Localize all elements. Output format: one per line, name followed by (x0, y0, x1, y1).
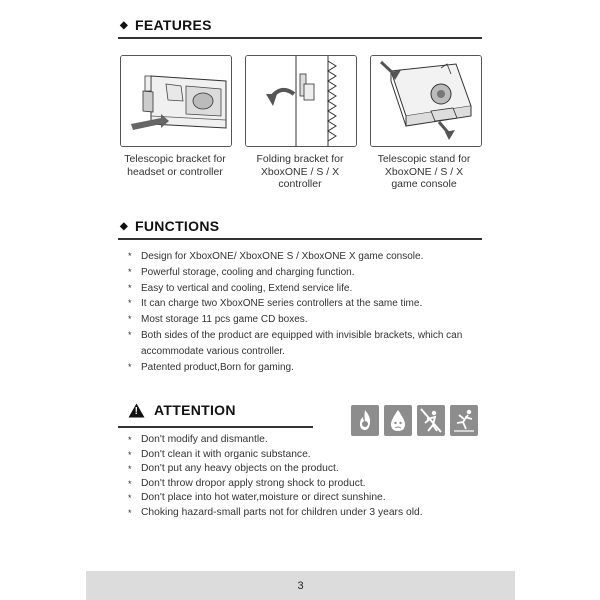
star-bullet-icon: * (128, 361, 132, 372)
diamond-bullet-icon: ◆ (120, 220, 128, 232)
list-item (128, 448, 488, 463)
feature-caption-telescopic-stand: Telescopic stand for XboxONE / S / X game console (377, 153, 471, 190)
diamond-bullet-icon: ◆ (120, 19, 128, 31)
attention-text: Don't modify and dismantle. (141, 434, 268, 445)
star-bullet-icon: * (128, 251, 132, 261)
warning-symbol: ! (134, 405, 139, 417)
feature-image-folding-bracket (245, 55, 357, 147)
functions-title: FUNCTIONS (135, 218, 220, 234)
no-fire-icon (351, 405, 379, 436)
features-title: FEATURES (135, 17, 212, 33)
star-bullet-icon: * (128, 314, 132, 325)
telescopic-bracket-illustration (121, 56, 231, 146)
no-drop-icon (450, 405, 478, 436)
no-water-icon (384, 405, 412, 436)
function-text: Most storage 11 pcs game CD boxes. (141, 314, 308, 326)
star-bullet-icon: * (128, 266, 132, 277)
feature-image-telescopic-stand (370, 55, 482, 147)
list-item (128, 433, 488, 448)
list-item (128, 462, 488, 477)
attention-heading (128, 402, 236, 418)
list-item (128, 312, 488, 328)
attention-rule (118, 426, 313, 428)
star-bullet-icon: * (128, 449, 132, 460)
list-item (128, 506, 488, 521)
star-bullet-icon: * (128, 298, 132, 309)
list-item (128, 265, 488, 281)
feature-caption-headset-bracket: Telescopic bracket for headset or controller (124, 153, 226, 178)
function-text: Patented product,Born for gaming. (141, 361, 294, 373)
function-text: It can charge two XboxONE series controllers at the same time. (141, 298, 423, 310)
functions-rule (118, 238, 482, 240)
star-bullet-icon: * (128, 507, 132, 518)
feature-image-headset-bracket (120, 55, 232, 147)
star-bullet-icon: * (128, 435, 132, 445)
function-text: Design for XboxONE/ XboxONE S / XboxONE X game console. (141, 251, 424, 262)
telescopic-stand-illustration (371, 56, 481, 146)
feature-caption-folding-bracket: Folding bracket for XboxONE / S / X controller (256, 153, 344, 190)
list-item (128, 477, 488, 492)
features-heading (120, 17, 212, 33)
function-text: Both sides of the product are equipped with invisible brackets, which can accommodate various controller. (141, 329, 463, 357)
attention-title: ATTENTION (154, 402, 236, 418)
features-rule (118, 37, 482, 39)
star-bullet-icon: * (128, 493, 132, 503)
warning-icons-row (351, 405, 478, 436)
star-bullet-icon: * (128, 329, 132, 340)
attention-text: Don't put any heavy objects on the product. (141, 463, 339, 474)
function-text: Powerful storage, cooling and charging function. (141, 266, 355, 278)
functions-heading (120, 218, 219, 234)
list-item (128, 328, 476, 360)
page-number: 3 (297, 579, 304, 592)
attention-text: Choking hazard-small parts not for children under 3 years old. (141, 506, 423, 518)
list-item (128, 249, 488, 265)
warning-triangle-icon (128, 403, 145, 418)
function-text: Easy to vertical and cooling, Extend service life. (141, 282, 353, 294)
list-item (128, 491, 488, 506)
star-bullet-icon: * (128, 282, 132, 293)
attention-list (128, 433, 488, 520)
folding-bracket-illustration (246, 56, 356, 146)
attention-text: Don't place into hot water,moisture or direct sunshine. (141, 492, 386, 503)
star-bullet-icon: * (128, 478, 132, 489)
star-bullet-icon: * (128, 464, 132, 474)
list-item (128, 296, 488, 312)
functions-list (128, 249, 488, 375)
attention-text: Don't clean it with organic substance. (141, 448, 311, 460)
attention-text: Don't throw dropor apply strong shock to product. (141, 477, 366, 489)
no-heavy-object-icon (417, 405, 445, 436)
list-item (128, 281, 488, 297)
page-footer (86, 571, 515, 600)
list-item (128, 360, 488, 376)
